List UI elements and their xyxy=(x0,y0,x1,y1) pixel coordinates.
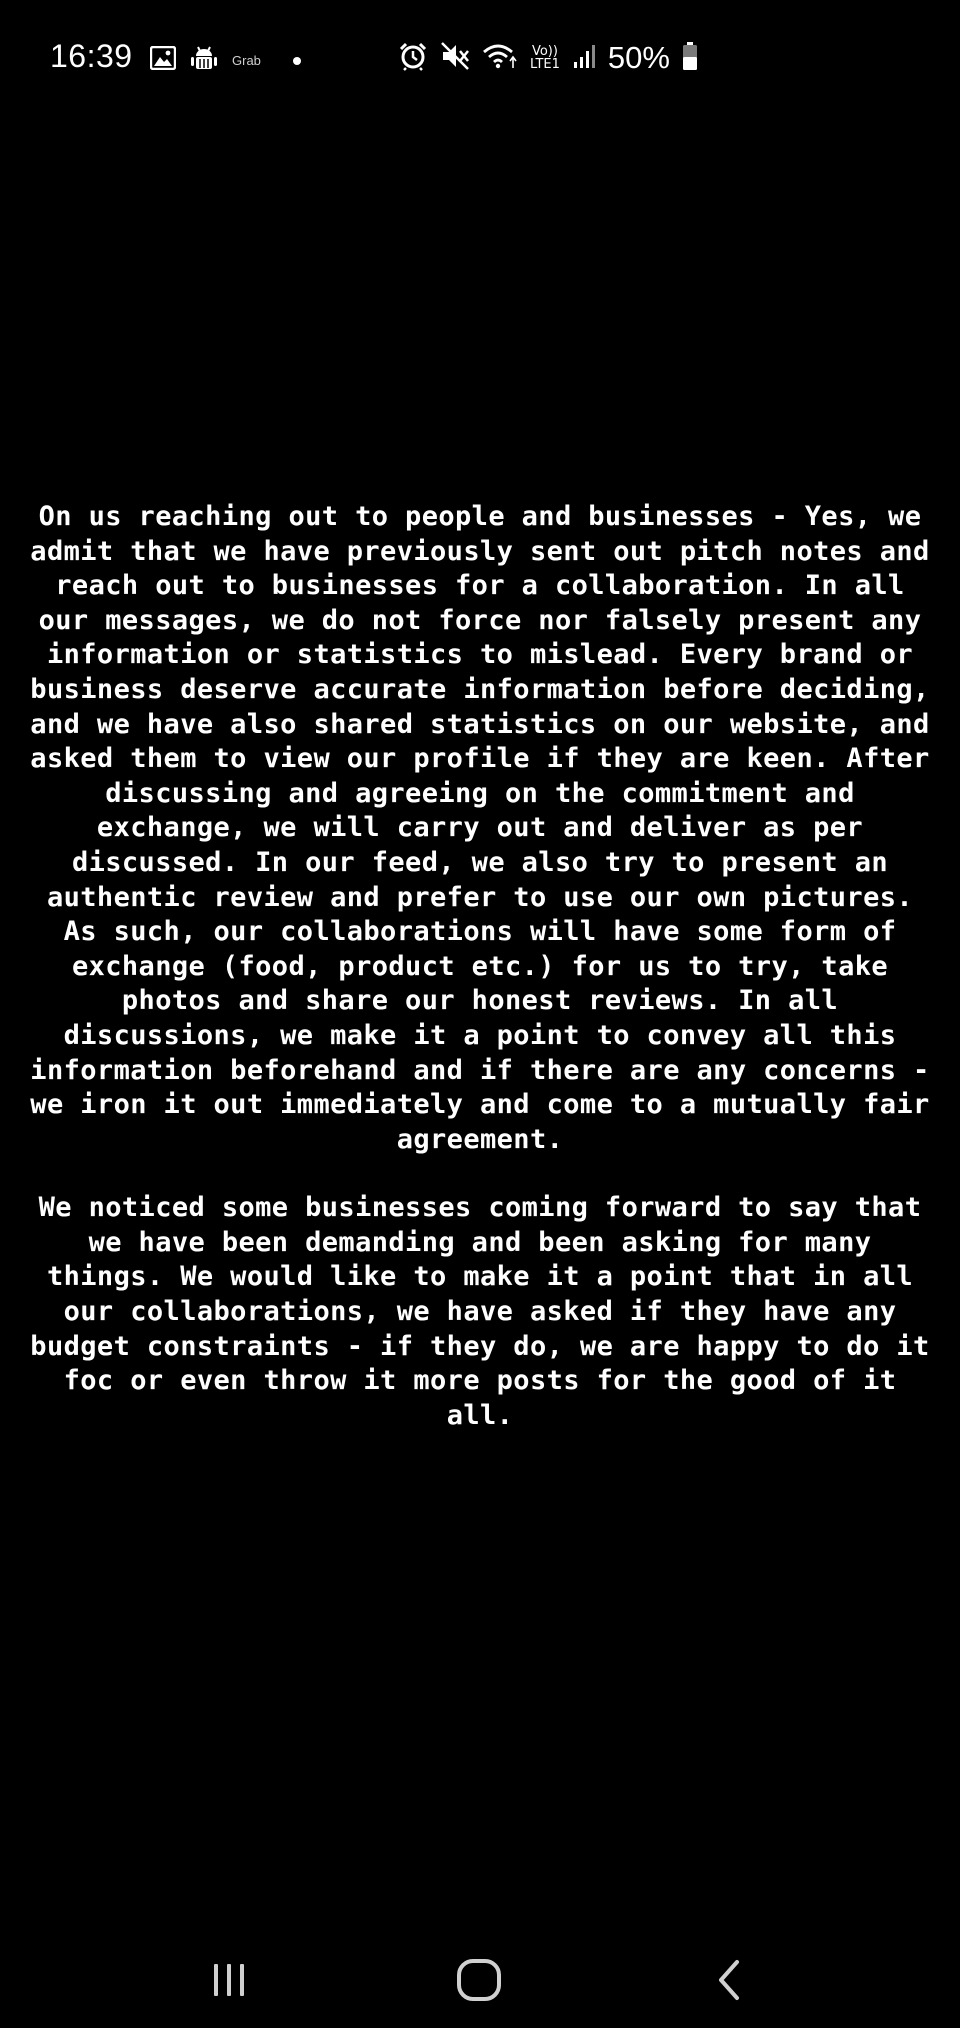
image-icon xyxy=(150,46,176,75)
story-text xyxy=(28,500,932,1433)
alarm-icon xyxy=(398,41,428,76)
recent-apps-icon[interactable] xyxy=(199,1950,259,2010)
grab-icon: Grab xyxy=(232,53,261,68)
story-paragraph-1: On us reaching out to people and businesses - Yes, we admit that we have previously sent out pitch notes and reach out to businesses for a collaboration. In all our messages, we do not force nor falsely present any information or statistics to mislead. Every brand or business deserve accurate information before deciding, and we have also shared statistics on our website, and asked them to view our profile if they are keen. After discussing and agreeing on the commitment and exchange, we will carry out and deliver as per discussed. In our feed, we also try to present an authentic review and prefer to use our own pictures. As such, our collaborations will have some form of exchange (food, product etc.) for us to try, take photos and share our honest reviews. In all discussions, we make it a point to convey all this information beforehand and if there are any concerns - we iron it out immediately and come to a mutually fair agreement. xyxy=(30,501,930,1155)
network-type-label: Vo)) LTE1 xyxy=(530,44,560,72)
mute-icon xyxy=(440,41,470,76)
wifi-icon xyxy=(482,41,518,76)
system-icons xyxy=(398,40,698,76)
navigation-bar xyxy=(0,1920,960,2028)
signal-icon xyxy=(572,42,596,75)
back-icon[interactable] xyxy=(700,1950,760,2010)
dot-icon xyxy=(293,57,301,65)
story-paragraph-2: We noticed some businesses coming forward to say that we have been demanding and been asking for many things. We would like to make it a point that in all our collaborations, we have asked if they have any budget constraints - if they do, we are happy to do it foc or even throw it more posts for the good of it all. xyxy=(30,1192,930,1431)
battery-percent: 50% xyxy=(607,40,670,75)
status-time: 16:39 xyxy=(50,38,133,74)
home-icon[interactable] xyxy=(449,1950,509,2010)
notification-icons xyxy=(150,44,301,77)
battery-icon xyxy=(682,41,698,76)
status-bar xyxy=(0,0,960,120)
android-bug-icon xyxy=(190,44,218,77)
